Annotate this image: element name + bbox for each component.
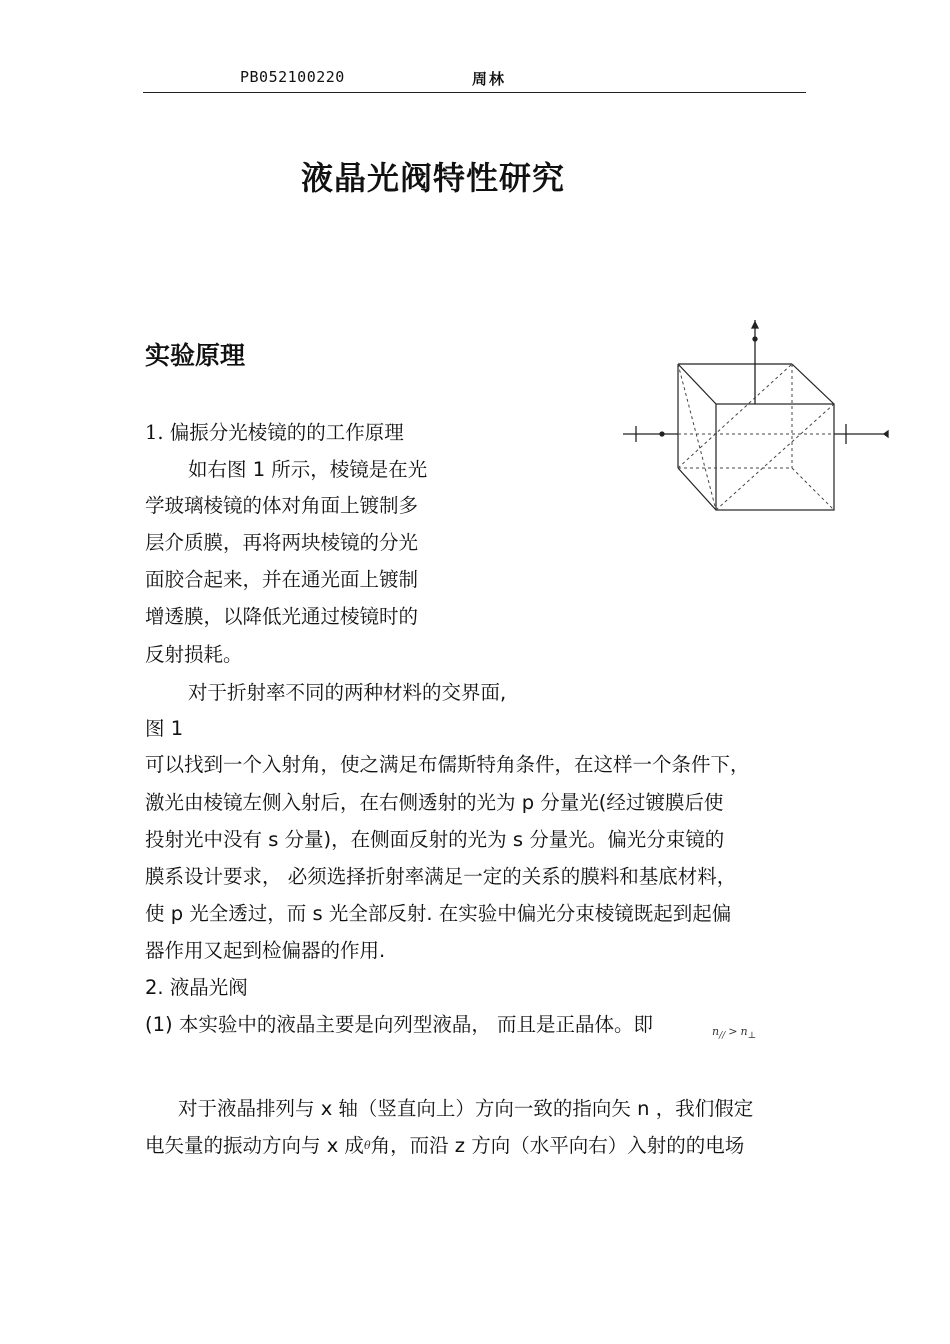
diagonal-coating-plane-back — [678, 364, 792, 468]
polarizing-beam-splitter-cube-icon — [618, 318, 890, 518]
diagonal-coating-plane-front — [716, 404, 834, 510]
transmitted-arrow-icon — [884, 431, 888, 437]
cube-top-right-edge — [792, 364, 834, 404]
paragraph-line: 层介质膜，再将两块棱镜的分光 — [145, 531, 419, 554]
subheading-beam-splitter: 1. 偏振分光棱镜的的工作原理 — [145, 421, 404, 444]
section-heading: 实验原理 — [145, 341, 246, 370]
formula-operator: > — [728, 1025, 738, 1038]
paragraph-line: 膜系设计要求， 必须选择折射率满足一定的关系的膜料和基底材料， — [145, 865, 737, 888]
theta-symbol: θ — [363, 1139, 371, 1152]
paragraph-line: 如右图 1 所示，棱镜是在光 — [188, 458, 428, 481]
document-title: 液晶光阀特性研究 — [300, 159, 565, 197]
cube-bottom-left-edge — [678, 468, 716, 510]
figure-caption: 图 1 — [145, 717, 184, 740]
formula-parallel-subscript: // — [719, 1030, 726, 1042]
hidden-edge-depth — [792, 468, 834, 510]
paragraph-line: 面胶合起来，并在通光面上镀制 — [145, 568, 419, 591]
subheading-liquid-crystal: 2. 液晶光阀 — [145, 976, 248, 999]
formula-n-parallel: n — [712, 1025, 720, 1038]
paragraph-line: 激光由棱镜左侧入射后，在右侧透射的光为 p 分量光(经过镀膜后使 — [145, 791, 724, 814]
header-student-id: PB052100220 — [240, 68, 345, 86]
formula-perpendicular-subscript: ⊥ — [747, 1030, 757, 1042]
refractive-index-inequality — [712, 1025, 756, 1041]
diagonal-coating-plane-side — [678, 364, 716, 510]
paragraph-line: 学玻璃棱镜的体对角面上镀制多 — [145, 494, 419, 517]
line-rest: 角，而沿 z 方向（水平向右）入射的的电场 — [370, 1134, 745, 1157]
paragraph-line: 可以找到一个入射角，使之满足布儒斯特角条件，在这样一个条件下， — [145, 753, 750, 776]
reflected-arrow-icon — [752, 322, 758, 328]
formula-n-perpendicular: n — [740, 1025, 748, 1038]
header-rule — [143, 92, 806, 93]
header-author-name: 周林 — [472, 70, 507, 88]
paragraph-line: 反射损耗。 — [145, 643, 243, 666]
paragraph-line: 对于液晶排列与 x 轴（竖直向上）方向一致的指向矢 n ，我们假定 — [178, 1097, 754, 1120]
paragraph-line: 增透膜，以降低光通过棱镜时的 — [145, 605, 419, 628]
paragraph-line: 使 p 光全透过，而 s 光全部反射. 在实验中偏光分束棱镜既起到起偏 — [145, 902, 732, 925]
reflected-beam-dot — [753, 337, 757, 341]
line-start: 电矢量的振动方向与 x 成 — [145, 1134, 364, 1157]
incident-beam-dot — [660, 432, 664, 436]
paragraph-line: 对于折射率不同的两种材料的交界面, — [188, 681, 507, 704]
paragraph-line — [145, 1136, 744, 1156]
paragraph-line: 器作用又起到检偏器的作用. — [145, 939, 386, 962]
paragraph-line: (1) 本实验中的液晶主要是向列型液晶， 而且是正晶体。即 — [145, 1013, 654, 1036]
paragraph-line: 投射光中没有 s 分量)，在侧面反射的光为 s 分量光。偏光分束镜的 — [145, 828, 725, 851]
